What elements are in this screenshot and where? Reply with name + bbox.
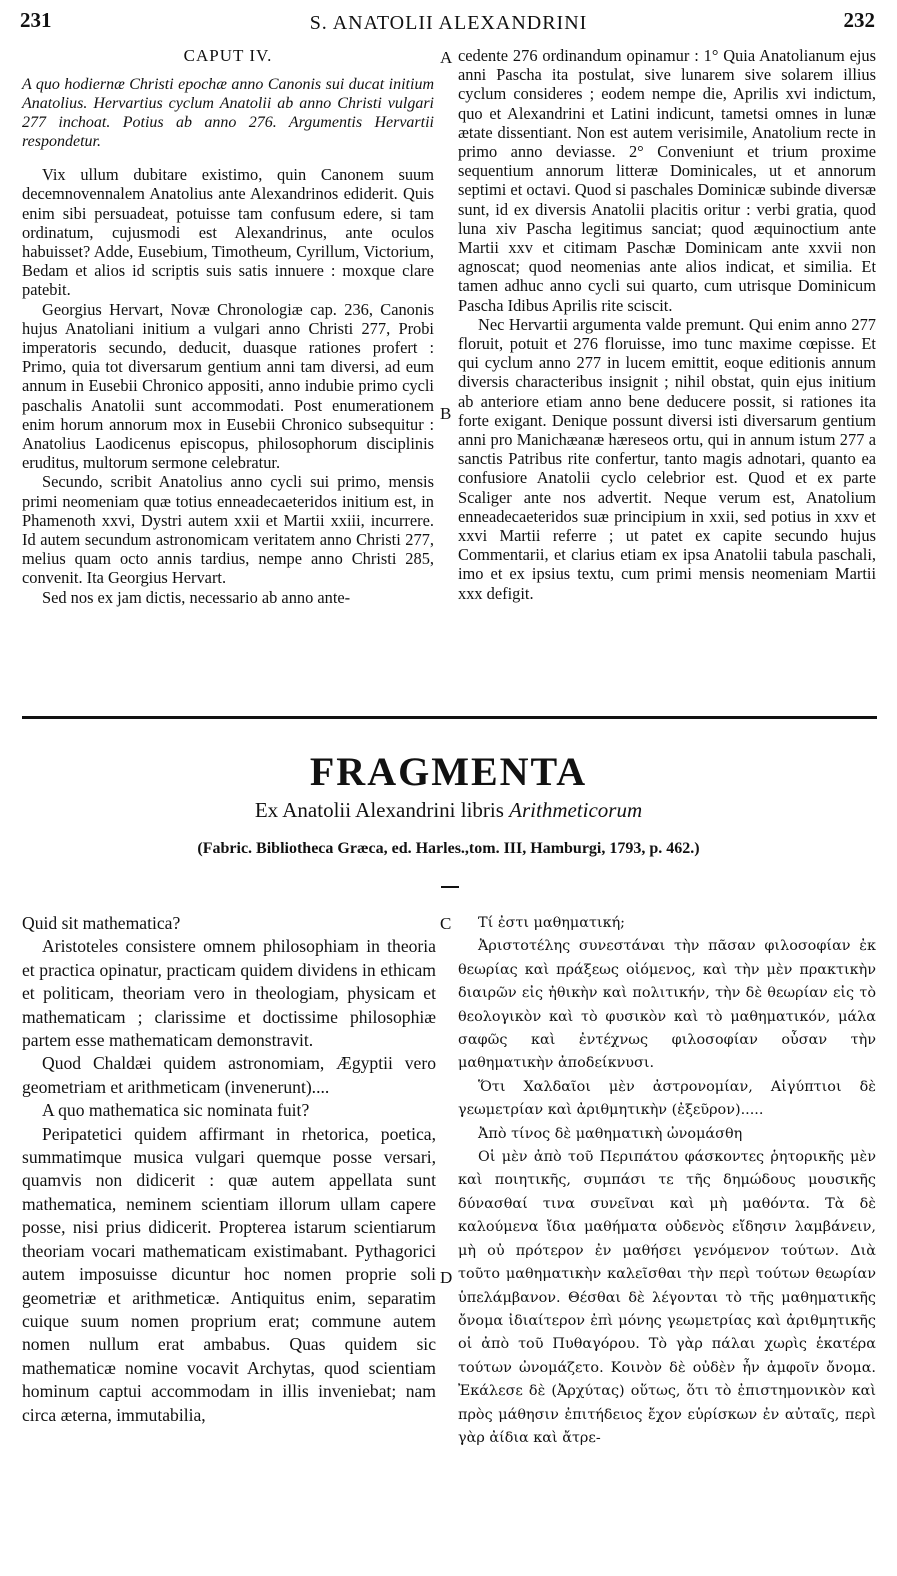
paragraph: Ἀριστοτέλης συνεστάναι τὴν πᾶσαν φιλοσοφίαν ἐκ θεωρίας καὶ πράξεως οἰόμενος, καὶ τὴν μὲν πρακτικὴν διαιρῶν εἰς ἠθικὴν καὶ πολιτικήν, τὴν δὲ θεωρίαν εἰς τὸ θεολογικὸν καὶ τὸ φυσικὸν καὶ τὸ μαθηματικόν, μάλα σαφῶς καὶ ἐντέχνως φιλοσοφίαν οὖσαν τὴν μαθηματικὴν ἀποδείκνυσι. (458, 938, 876, 1072)
paragraph: Peripatetici quidem affirmant in rhetorica, poetica, summatimque musica vulgari quemque posse versari, quamvis non didicerit : quæ autem appellata sunt mathematica, neminem scientiam illorum ullam capere posse, nisi prius didicerit. Propterea istarum scientiarum theoriam vocari mathematicam existimabant. Pythagorici autem imposuisse dicuntur hoc nomen proprie soli geometriæ et arithmeticæ. Antiquitus enim, separatim cuique suum nomen proprium erat; commune autem nomen nullum erat ambabus. Quas quidem sic mathematicæ nomine vocavit Archytas, quod scientiam hominum captui accommodam in illis inveniebat; nam circa æterna, immutabilia, (22, 1123, 436, 1425)
paragraph: cedente 276 ordinandum opinamur : 1° Quia Anatolianum ejus anni Pascha ita postulat, sive lunarem sive solarem illius cyclum consideres ; eodem nempe die, Aprilis xvi indictum, quo et Alexandrini et Latini indicunt, tametsi omnes in lunæ ætate dissentiant. Non est autem verisimile, Anatolium recte in primo anno deviasse. 2° Conveniunt et trium proxime sequentium annorum litteræ Dominicales, ut et annorum septimi et octavi. Quod si paschales Dominicæ subinde diversæ sunt, id ex diversis Anatolii placitis oritur : verbi gratia, quod luna xiv Pascha legitimus sanciat; quod æquinoctium ante Martii xxv et citimam Paschæ Dominicam ante xxvii non agnoscat; quod neomenias ante alios indicat, et similia. Et tamen adhuc anno cycli sui quarto, cum utrisque Dominicum Pascha Idibus Aprilis rite sciscit. (458, 46, 876, 315)
fragment-title: FRAGMENTA (309, 749, 588, 794)
upper-left-column (22, 46, 434, 607)
paragraph: Aristoteles consistere omnem philosophiam in theoria et practica opinatur, practicam quidem dividens in ethicam et politicam, theoriam vero in theologiam, physicam et mathematicam ; clarissime et doctissime philosophiæ partem esse mathematicam demonstravit. (22, 936, 436, 1051)
subtitle-plain: Ex Anatolii Alexandrini libris (254, 798, 504, 822)
section-divider (22, 716, 877, 719)
paragraph: Vix ullum dubitare existimo, quin Canonem suum decemnovennalem Anatolius ante Alexandrinos ediderit. Quis enim sibi persuadeat, potuisse tam confusum edere, si tam ordinatum, cujusmodi est Alexandrinus, ante oculos habuisset? Adde, Eusebium, Timotheum, Cyrillum, Victorium, Bedam et alios id scriptis suis satis innuere : moxque clare patebit. (22, 165, 434, 300)
paragraph: Οἱ μὲν ἀπὸ τοῦ Περιπάτου φάσκοντες ῥητορικῆς μὲν καὶ ποιητικῆς, συμπάσι τε τῆς δημώδους μουσικῆς δύνασθαί τινα συνεῖναι καὶ μὴ μαθόντα. Τὰ δὲ καλούμενα ἴδια μαθήματα οὐδενὸς εἴδησιν λαμβάνειν, μὴ οὐ πρότερον ἐν μαθήσει γενόμενον τούτων. Διὰ τοῦτο μαθηματικὴν καλεῖσθαι τὴν περὶ τούτων θεωρίαν ὑπελάμβανον. Θέσθαι δὲ λέγονται τὸ τῆς μαθηματικῆς ὄνομα ἰδιαίτερον ἐπὶ μόνης γεωμετρίας καὶ ἀριθμητικῆς οἱ ἀπὸ τοῦ Πυθαγόρου. Τὸ γὰρ πάλαι χωρὶς ἑκατέρα τούτων ὠνομάζετο. Κοινὸν δὲ οὐδὲν ἦν ἀμφοῖν ὄνομα. Ἐκάλεσε δὲ (Ἀρχύτας) οὕτως, ὅτι τὸ ἐπιστημονικὸν καὶ πρὸς μάθησιν ἐπιτήδειος ἔχον εὑρίσκων ἐν αὐταῖς, περὶ γὰρ ἀίδια καὶ ἄτρε- (458, 1149, 876, 1446)
paragraph: Secundo, scribit Anatolius anno cycli sui primo, mensis primi neomeniam quæ totius enneadecaeteridos initium est, in Phamenoth xxvi, Dystri autem xxii et Martii xxiii, incurrere. Id autem secundum astronomicam veritatem anno Christi 277, melius quam octo annis tardius, nempe anno Christi 285, convenit. Ita Georgius Hervart. (22, 472, 434, 588)
margin-letter-b: B (440, 404, 452, 423)
paragraph: Quod Chaldæi quidem astronomiam, Ægyptii vero geometriam et arithmeticam (invenerunt).... (22, 1053, 436, 1097)
margin-letter-d: D (440, 1268, 453, 1287)
paragraph: Ὅτι Χαλδαῖοι μὲν ἀστρονομίαν, Αἰγύπτιοι δὲ γεωμετρίαν καὶ ἀριθμητικὴν (ἐξεῦρον)..... (458, 1078, 876, 1119)
paragraph: Georgius Hervart, Novæ Chronologiæ cap. 236, Canonis hujus Anatoliani initium a vulgari anno Christi 277, Probi imperatoris secundo, deducit, duasque rationes profert : Primo, quia tot diversarum gentium anni tam diversi, ad eum annum in Eusebii Chronico appositi, anno indubie primo cycli paschalis Anatolii sunt accommodati. Post enumerationem enim horum annorum mox in Eusebii Chronico subsequitur : Anatolius Laodicenus episcopus, philosophorum disciplinis eruditus, multorum sermone celebratur. (22, 299, 434, 473)
paragraph: A quo mathematica sic nominata fuit? (42, 1100, 310, 1121)
subtitle-italic: Arithmeticorum (509, 798, 643, 822)
paragraph: Nec Hervartii argumenta valde premunt. Qui enim anno 277 floruit, potuit et 276 floruisse, imo tunc maxime cœpisse. Et qui cyclum anno 277 in lucem emittit, eoque editionis annum diversis characteribus insignit ; nihil obstat, quin ejus initium ab anteriore etiam anno bene deducere possit, si rationes ita forte exigant. Denique possunt diversi isti diversarum gentium anni pro Manichæanæ hæreseos ortu, qui in annum istum 277 a sanctis Patribus rite confertur, tanto magis adnotari, quanto ea confusiore Anatolii cyclo celebrior est. Quod et ex parte Scaliger ante nos advertit. Neque verum est, Anatolium enneadecaeteridos suæ principium in xxii, sed potius in xxv et xxvi Martii referre ; ut patet ex capite secundo hujus Commentarii, et clarius etiam ex ipsa Anatolii tabula paschali, imo et ex ipsius textu, cum primi mensis neomeniam Martii xxx defigit. (458, 314, 876, 603)
paragraph: Τί ἐστι μαθηματική; (478, 915, 626, 931)
page-number-right: 232 (843, 8, 875, 32)
chapter-summary: A quo hodiernæ Christi epochæ anno Canonis sui ducat initium Anatolius. Hervartius cyclum Anatolii ab anno Christi vulgari 277 inchoat. Potius ab anno 276. Argumentis Hervartii respondetur. (22, 76, 434, 151)
paragraph: Ἀπὸ τίνος δὲ μαθηματικὴ ὠνομάσθη (478, 1125, 743, 1142)
paragraph: Quid sit mathematica? (22, 913, 181, 933)
margin-letter-c: C (440, 914, 452, 933)
margin-letter-a: A (440, 48, 453, 67)
source-reference: (Fabric. Bibliotheca Græca, ed. Harles.,tom. III, Hamburgi, 1793, p. 462.) (197, 840, 700, 857)
latin-column (22, 912, 436, 1427)
short-rule (441, 886, 459, 888)
fragment-subtitle (0, 798, 897, 823)
greek-column (458, 912, 876, 1450)
upper-right-column (458, 46, 876, 603)
caput-heading: CAPUT IV. (183, 46, 273, 65)
paragraph: Sed nos ex jam dictis, necessario ab anno ante- (42, 587, 351, 607)
running-title: S. ANATOLII ALEXANDRINI (309, 12, 588, 34)
page-number-left: 231 (20, 8, 52, 32)
